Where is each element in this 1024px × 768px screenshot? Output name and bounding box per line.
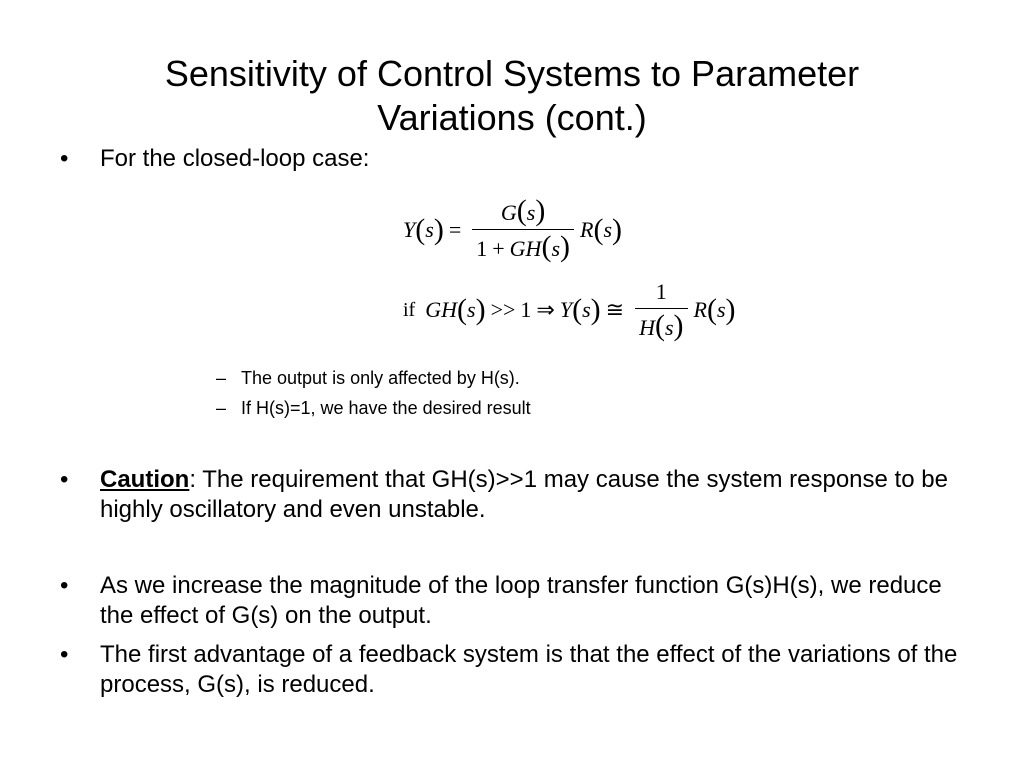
eq1-lhs-var: s [425,216,434,242]
bullet-feedback-advantage [60,640,980,700]
eq1-num-fn: G [500,200,517,225]
eq2-one: 1 [520,297,532,322]
sub-bullet-desired-result [216,397,941,419]
dash-marker: – [216,368,227,388]
caution-label: Caution [100,466,190,493]
eq1-equals: = [448,216,462,242]
eq1-fraction [472,196,574,263]
eq2-y-var: s [582,297,591,322]
title-line-1: Sensitivity of Control Systems to Parameter [164,53,860,94]
bullet-caution [60,465,980,525]
eq2-fraction [635,278,687,342]
eq1-num-var: s [526,200,536,225]
equation-closed-loop: Y ( s ) = $\frac{G(s)}{1 + GH(s)}$ R ( s ) [403,194,623,263]
eq1-plus: + [492,236,505,261]
sub-bullet-text: The output is only affected by H(s). [241,368,520,388]
eq1-rhs-var: s [603,216,613,242]
slide-title [60,52,964,140]
eq2-approx: ≅ [605,297,625,322]
bullet-marker: • [60,466,69,493]
eq2-much-greater: >> [490,297,516,322]
eq2-denominator: H(s) [635,308,687,342]
eq2-y-fn: Y [559,297,573,322]
sub-bullet-text: If H(s)=1, we have the desired result [241,398,531,418]
equation-approximation: if GH ( s ) >> 1 ⇒ Y ( s ) ≅ $\frac{1}{H(s)}$ R ( s ) [403,279,736,342]
eq2-den-fn: H [639,315,655,340]
eq1-numerator: G(s) [500,194,546,227]
eq2-lhs-fn: GH [425,297,457,322]
sub-bullet-output-affected [216,367,941,389]
bullet-closed-loop [60,144,980,174]
caution-text: : The requirement that GH(s)>>1 may cause the system response to be highly oscillatory and even unstable. [100,466,948,523]
bullet-marker: • [60,641,69,668]
bullet-loop-transfer [60,571,980,631]
eq2-lhs-var: s [467,297,476,322]
eq1-denominator: 1 + GH(s) [472,229,574,263]
eq1-den-var: s [551,236,560,261]
title-line-2: Variations (cont.) [377,97,647,138]
eq1-den-fn: GH [509,236,542,261]
eq2-numerator: 1 [655,279,667,304]
bullet-text: For the closed-loop case: [100,145,370,172]
bullet-text: The first advantage of a feedback system is that the effect of the variations of the process, G(s), is reduced. [100,641,958,698]
dash-marker: – [216,398,227,418]
eq2-implies: ⇒ [536,297,555,322]
eq2-den-var: s [664,315,674,340]
bullet-text: As we increase the magnitude of the loop transfer function G(s)H(s), we reduce the effect of G(s) on the output. [100,572,942,629]
eq2-rhs-var: s [716,297,726,322]
eq1-lhs-fn: Y [403,216,416,242]
eq1-den-one: 1 [476,236,488,261]
eq2-if: if [403,298,416,321]
eq1-rhs-fn: R [580,216,594,242]
eq2-rhs-fn: R [693,297,707,322]
bullet-marker: • [60,145,69,172]
bullet-marker: • [60,572,69,599]
